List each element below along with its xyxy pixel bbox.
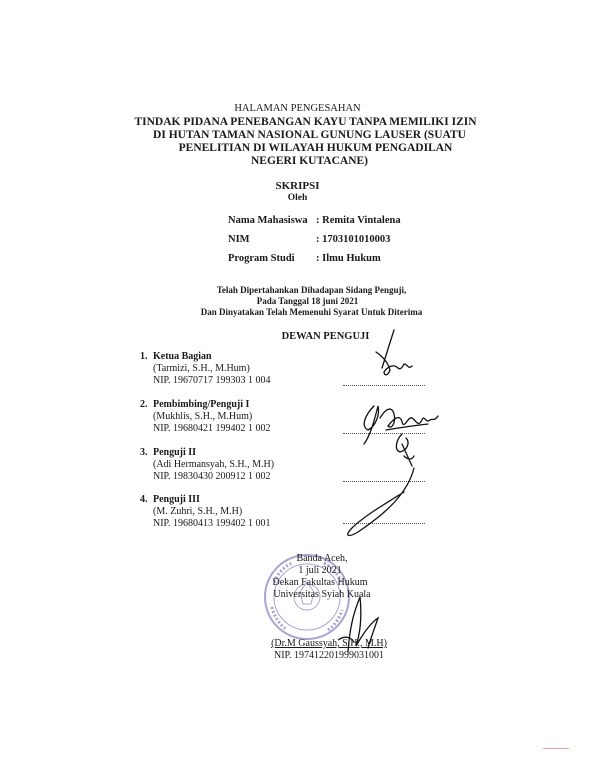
footer-date: 1 juli 2021 xyxy=(298,565,342,576)
defense-line-1: Telah Dipertahankan Dihadapan Sidang Penguji, xyxy=(216,285,407,295)
signature-3 xyxy=(396,434,408,452)
member-4-name: (M. Zuhri, S.H., M.H) xyxy=(153,506,243,518)
title-line-3: PENELITIAN DI WILAYAH HUKUM PENGADILAN xyxy=(178,142,453,154)
signature-1 xyxy=(382,330,394,368)
member-1-name: (Tarmizi, S.H., M.Hum) xyxy=(153,363,250,375)
member-2-number: 2. xyxy=(140,399,148,410)
member-1-number: 1. xyxy=(140,351,148,362)
member-2-nip: NIP. 19680421 199402 1 002 xyxy=(153,423,271,435)
student-name-value: : Remita Vintalena xyxy=(316,215,401,226)
student-nim-label: NIM xyxy=(228,234,250,245)
member-4 xyxy=(153,494,271,531)
member-3-number: 3. xyxy=(140,447,148,458)
title-line-2: DI HUTAN TAMAN NASIONAL GUNUNG LAUSER (SUATU xyxy=(153,129,466,141)
member-3-nip: NIP. 19830430 200912 1 002 xyxy=(153,471,271,483)
title-line-1: TINDAK PIDANA PENEBANGAN KAYU TANPA MEMILIKI IZIN xyxy=(134,116,477,128)
footer-university: Universitas Syiah Kuala xyxy=(273,589,371,600)
title-line-4: NEGERI KUTACANE) xyxy=(250,155,369,167)
student-program-value: : Ilmu Hukum xyxy=(316,253,381,264)
page-edge-mark xyxy=(543,748,569,749)
by-label: Oleh xyxy=(287,193,308,203)
member-3-name: (Adi Hermansyah, S.H., M.H) xyxy=(153,459,275,471)
member-1-nip: NIP. 19670717 199303 1 004 xyxy=(153,375,271,387)
member-4-number: 4. xyxy=(140,494,148,505)
footer-position: Dekan Fakultas Hukum xyxy=(272,577,368,588)
student-nim-value: : 1703101010003 xyxy=(316,234,391,245)
member-2-name: (Mukhlis, S.H., M.Hum) xyxy=(153,411,253,423)
member-1-role: Ketua Bagian xyxy=(153,351,212,362)
student-name-label: Nama Mahasiswa xyxy=(228,215,308,226)
board-title: DEWAN PENGUJI xyxy=(281,331,370,342)
defense-line-3: Dan Dinyatakan Telah Memenuhi Syarat Untuk Diterima xyxy=(200,307,423,317)
footer-place: Banda Aceh, xyxy=(296,553,348,564)
student-program-label: Program Studi xyxy=(228,253,295,264)
member-1 xyxy=(153,351,271,388)
member-4-role: Penguji III xyxy=(153,494,200,505)
defense-line-2: Pada Tanggal 18 juni 2021 xyxy=(256,296,359,306)
dean-nip: NIP. 197412201999031001 xyxy=(273,650,384,661)
member-2-role: Pembimbing/Penguji I xyxy=(153,399,250,410)
member-3-role: Penguji II xyxy=(153,447,197,458)
page-header: HALAMAN PENGESAHAN xyxy=(234,103,361,114)
doc-type: SKRIPSI xyxy=(275,180,320,192)
member-2 xyxy=(153,399,271,436)
member-4-nip: NIP. 19680413 199402 1 001 xyxy=(153,518,271,530)
signature-2 xyxy=(364,406,379,444)
member-3 xyxy=(153,447,274,484)
dean-name: (Dr.M Gaussyah, S.H., M.H) xyxy=(271,638,387,649)
